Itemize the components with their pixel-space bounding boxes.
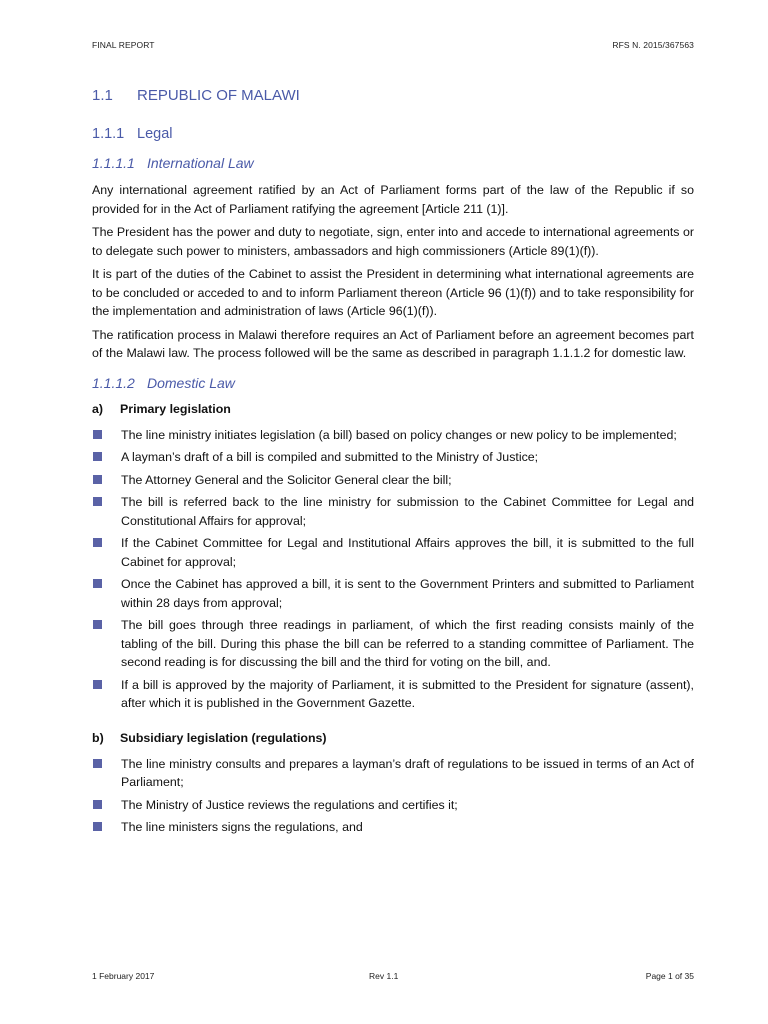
list-item [92,796,694,815]
reference-number: RFS N. 2015/367563 [612,40,694,50]
list-item [92,818,694,837]
domestic-law-heading [92,375,694,391]
page-footer [92,971,694,983]
list-item [92,448,694,467]
square-bullet-icon [93,822,102,831]
list-item-text: Once the Cabinet has approved a bill, it is sent to the Government Printers and submitted to Parliament within 28 days from approval; [121,577,694,610]
paragraph: The President has the power and duty to negotiate, sign, enter into and accede to international agreements or to delegate such power to ministers, ambassadors and high commissioners (Article 89(1)(f)). [92,225,694,258]
subsidiary-legislation-list [92,755,694,837]
list-item-text: The Ministry of Justice reviews the regulations and certifies it; [121,797,458,812]
subsection-number: 1.1.1 [92,126,125,142]
international-law-title: International Law [147,155,254,171]
square-bullet-icon [93,538,102,547]
square-bullet-icon [93,680,102,689]
subsidiary-legislation-heading [92,729,694,747]
list-item-text: The line ministers signs the regulations, and [121,820,363,834]
paragraph: The ratification process in Malawi therefore requires an Act of Parliament before an agreement becomes part of the Malawi law. The process followed will be the same as described in paragraph 1.1.1.2 for domestic law. [92,327,694,360]
footer-date: 1 February 2017 [92,971,155,981]
list-item-text: The line ministry consults and prepares a layman’s draft of regulations to be issued in terms of an Act of Parliament; [121,756,694,789]
primary-legislation-heading [92,400,694,418]
subsection-title: Legal [137,126,173,142]
list-item [92,676,694,713]
section-number: 1.1 [92,87,113,104]
subsection-heading [92,126,694,142]
list-item [92,575,694,612]
list-item-text: The bill goes through three readings in parliament, of which the first reading consists mainly of the tabling of the bill. During this phase the bill can be referred to a standing committee of Parliament. The second reading is for discussing the bill and the third for voting on the bill, and. [121,618,694,669]
square-bullet-icon [93,579,102,588]
section-heading [92,87,694,104]
primary-title: Primary legislation [120,401,231,416]
list-item-text: The line ministry initiates legislation (a bill) based on policy changes or new policy to be implemented; [121,427,677,442]
domestic-law-title: Domestic Law [147,374,235,391]
footer-page-number: Page 1 of 35 [645,971,694,981]
subsidiary-letter: b) [92,730,104,745]
report-label: FINAL REPORT [92,40,155,50]
page-header [92,40,694,50]
list-item-text: The bill is referred back to the line ministry for submission to the Cabinet Committee for Legal and Constitutional Affairs for approval; [121,495,694,528]
square-bullet-icon [93,497,102,506]
list-item [92,426,694,445]
square-bullet-icon [93,759,102,768]
list-item-text: If a bill is approved by the majority of Parliament, it is submitted to the President for signature (assent), after which it is published in the Government Gazette. [121,677,694,710]
list-item [92,534,694,571]
document-body [92,87,694,841]
domestic-law-number: 1.1.1.2 [92,374,135,391]
square-bullet-icon [93,620,102,629]
list-item [92,493,694,530]
international-law-heading [92,155,694,171]
list-item [92,616,694,672]
primary-letter: a) [92,401,104,416]
primary-legislation-list [92,426,694,713]
list-item-text: If the Cabinet Committee for Legal and Institutional Affairs approves the bill, it is submitted to the full Cabinet for approval; [121,536,694,569]
list-item-text: A layman’s draft of a bill is compiled and submitted to the Ministry of Justice; [121,450,539,464]
square-bullet-icon [93,452,102,461]
international-law-number: 1.1.1.1 [92,155,135,171]
footer-revision: Rev 1.1 [369,971,399,981]
section-title: REPUBLIC OF MALAWI [137,87,300,104]
square-bullet-icon [93,475,102,484]
list-item-text: The Attorney General and the Solicitor General clear the bill; [121,472,452,487]
list-item [92,471,694,490]
subsidiary-title: Subsidiary legislation (regulations) [120,730,327,745]
square-bullet-icon [93,430,102,439]
paragraph: It is part of the duties of the Cabinet to assist the President in determining what international agreements are to be concluded or acceded to and to inform Parliament thereon (Article 96 (1)(f)) and to take responsibility for the implementation and administration of laws (Article 96(1)(f)). [92,267,694,318]
square-bullet-icon [93,800,102,809]
list-item [92,755,694,792]
paragraph: Any international agreement ratified by an Act of Parliament forms part of the law of the Republic if so provided for in the Act of Parliament ratifying the agreement [Article 211 (1)]. [92,183,694,216]
